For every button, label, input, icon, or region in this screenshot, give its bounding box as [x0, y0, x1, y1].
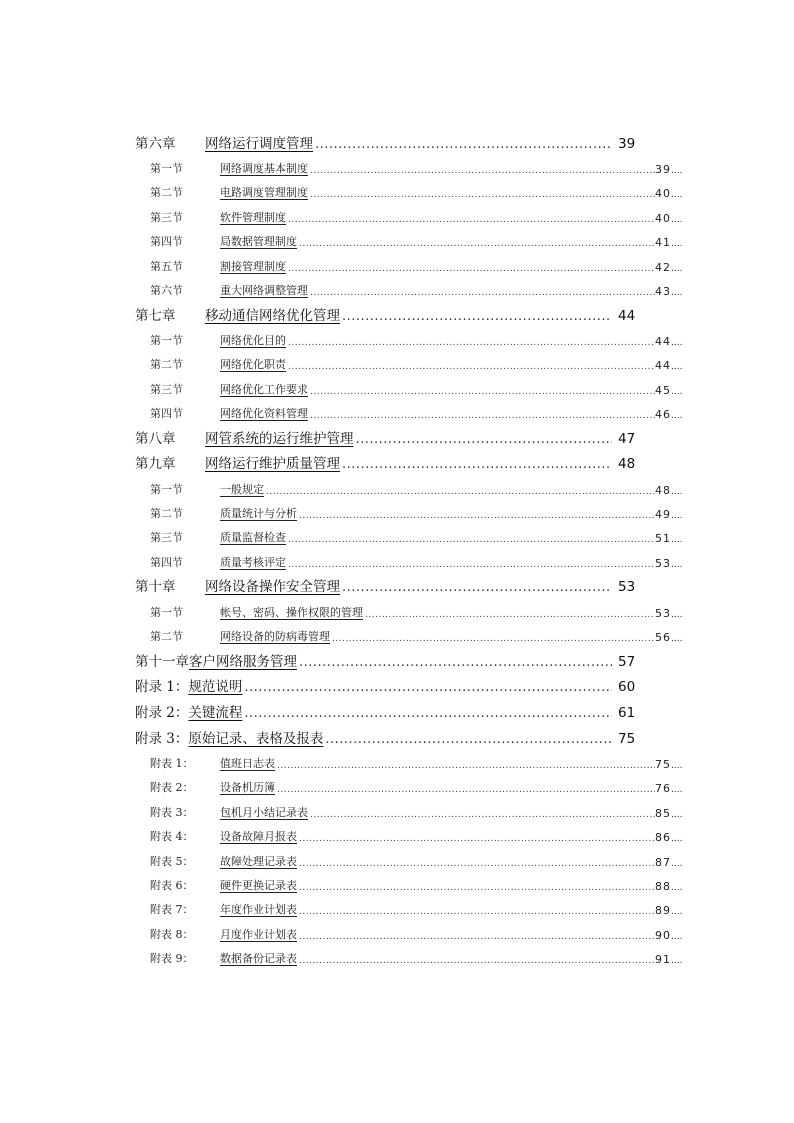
toc-page-number: 90 .... — [655, 929, 690, 944]
toc-entry-title: 质量监督检查 — [220, 531, 286, 545]
toc-section-entry[interactable] — [135, 597, 690, 621]
toc-entry-number: 第四节 — [150, 555, 183, 569]
toc-section-entry[interactable] — [135, 846, 690, 870]
toc-page-number: 53 .... — [655, 557, 690, 572]
toc-page-number: 43 .... — [655, 285, 690, 300]
toc-page-number: 47 — [618, 430, 636, 447]
dot-leader — [288, 535, 655, 547]
toc-section-entry[interactable] — [135, 276, 690, 300]
toc-entry-label[interactable] — [150, 481, 264, 499]
toc-entry-title: 网管系统的运行维护管理 — [205, 430, 354, 447]
toc-entry-number: 附表 6： — [150, 878, 194, 892]
dot-leader — [325, 732, 612, 749]
toc-entry-label[interactable] — [135, 427, 354, 449]
toc-entry-title: 网络设备的防病毒管理 — [220, 630, 330, 644]
toc-entry-number: 附表 8： — [150, 927, 194, 941]
toc-page-number: 49 .... — [655, 508, 690, 523]
toc-section-entry[interactable] — [135, 622, 690, 646]
toc-entry-label[interactable] — [150, 356, 286, 374]
toc-entry-label[interactable] — [135, 575, 340, 597]
dot-leader — [288, 560, 655, 572]
toc-entry-title: 软件管理制度 — [220, 210, 286, 224]
dot-leader — [244, 706, 612, 723]
toc-page-number: 53 .... — [655, 607, 690, 622]
toc-entry-number: 附表 5： — [150, 854, 194, 868]
toc-entry-label[interactable] — [135, 675, 242, 697]
toc-entry-number: 第四节 — [150, 235, 183, 249]
toc-entry-title: 质量统计与分析 — [220, 507, 297, 521]
toc-entry-title: 网络运行调度管理 — [205, 135, 313, 152]
toc-entry-number: 第六节 — [150, 283, 183, 297]
toc-entry-number: 第四节 — [150, 407, 183, 421]
toc-entry-number: 附表 3： — [150, 805, 194, 819]
toc-entry-number: 第十一章 — [135, 653, 189, 670]
toc-entry-number: 附表 4： — [150, 830, 194, 844]
toc-page-number: 57 — [618, 653, 636, 670]
toc-entry-label[interactable] — [150, 604, 363, 622]
toc-entry-title: 规范说明 — [188, 679, 243, 696]
toc-entry-title: 网络设备操作安全管理 — [205, 579, 340, 596]
toc-entry-title: 设备机历簿 — [220, 781, 275, 795]
toc-entry-number: 附表 7： — [150, 903, 194, 917]
dot-leader — [288, 264, 655, 276]
toc-entry-label[interactable] — [150, 529, 286, 547]
dot-leader — [342, 309, 612, 326]
toc-entry-label[interactable] — [135, 304, 340, 326]
toc-page-number: 60 — [618, 679, 636, 696]
toc-section-entry[interactable] — [135, 547, 690, 571]
toc-page-number: 75 — [618, 730, 636, 747]
toc-section-entry[interactable] — [135, 919, 690, 943]
toc-entry-label[interactable] — [150, 258, 286, 276]
toc-chapter-entry[interactable] — [135, 572, 690, 598]
toc-entry-label[interactable] — [150, 160, 308, 178]
toc-entry-number: 第五节 — [150, 259, 183, 273]
toc-entry-label[interactable] — [150, 828, 297, 846]
toc-entry-label[interactable] — [150, 926, 297, 944]
toc-chapter-entry[interactable] — [135, 723, 690, 749]
toc-entry-title: 月度作业计划表 — [220, 927, 297, 941]
toc-page-number: 45 .... — [655, 384, 690, 399]
toc-entry-title: 局数据管理制度 — [220, 235, 297, 249]
toc-page-number: 56 .... — [655, 631, 690, 646]
dot-leader — [299, 907, 655, 919]
dot-leader — [310, 810, 655, 822]
toc-entry-label[interactable] — [150, 804, 308, 822]
toc-section-entry[interactable] — [135, 871, 690, 895]
toc-page-number: 85 .... — [655, 807, 690, 822]
toc-page-number: 44 — [618, 307, 636, 324]
toc-chapter-entry[interactable] — [135, 423, 690, 449]
dot-leader — [310, 387, 655, 399]
toc-entry-label[interactable] — [150, 877, 297, 895]
toc-page-number: 75 .... — [655, 758, 690, 773]
toc-entry-label[interactable] — [150, 950, 297, 968]
toc-entry-label[interactable] — [150, 332, 286, 350]
toc-page-number: 88 .... — [655, 880, 690, 895]
dot-leader — [299, 956, 655, 968]
toc-page-number: 51 .... — [655, 532, 690, 547]
toc-entry-number: 第九章 — [135, 456, 176, 473]
toc-entry-title: 网络调度基本制度 — [220, 161, 308, 175]
toc-entry-title: 关键流程 — [188, 705, 243, 721]
dot-leader — [244, 680, 612, 697]
toc-entry-number: 附表 2： — [150, 781, 194, 795]
toc-chapter-entry[interactable] — [135, 300, 690, 326]
toc-section-entry[interactable] — [135, 474, 690, 498]
toc-entry-number: 第一节 — [150, 482, 183, 496]
toc-section-entry[interactable] — [135, 895, 690, 919]
toc-entry-number: 第二节 — [150, 507, 183, 521]
toc-entry-label[interactable] — [150, 233, 297, 251]
toc-section-entry[interactable] — [135, 523, 690, 547]
toc-entry-number: 第八章 — [135, 430, 176, 447]
toc-entry-label[interactable] — [150, 505, 297, 523]
table-of-contents — [135, 128, 690, 968]
dot-leader — [310, 411, 655, 423]
toc-chapter-entry[interactable] — [135, 128, 690, 154]
toc-section-entry[interactable] — [135, 154, 690, 178]
toc-entry-number: 第二节 — [150, 186, 183, 200]
toc-entry-number: 附表 1： — [150, 756, 194, 770]
toc-entry-title: 一般规定 — [220, 482, 264, 496]
dot-leader — [288, 215, 655, 227]
toc-entry-title: 数据备份记录表 — [220, 952, 297, 966]
toc-page-number: 61 — [618, 705, 636, 721]
toc-entry-number: 第七章 — [135, 307, 176, 324]
toc-entry-title: 原始记录、表格及报表 — [188, 730, 324, 747]
toc-page-number: 87 .... — [655, 856, 690, 871]
toc-entry-title: 包机月小结记录表 — [220, 805, 308, 819]
toc-section-entry[interactable] — [135, 773, 690, 797]
toc-section-entry[interactable] — [135, 251, 690, 275]
toc-entry-number: 第六章 — [135, 135, 176, 152]
toc-entry-label[interactable] — [150, 282, 308, 300]
toc-entry-label[interactable] — [135, 132, 313, 154]
toc-section-entry[interactable] — [135, 374, 690, 398]
toc-entry-title: 质量考核评定 — [220, 555, 286, 569]
toc-section-entry[interactable] — [135, 178, 690, 202]
toc-entry-title: 硬件更换记录表 — [220, 878, 297, 892]
dot-leader — [299, 883, 655, 895]
toc-entry-label[interactable] — [150, 853, 297, 871]
dot-leader — [266, 487, 655, 499]
toc-entry-number: 第三节 — [150, 531, 183, 545]
toc-entry-number: 第十章 — [135, 579, 176, 596]
toc-entry-label[interactable] — [150, 209, 286, 227]
dot-leader — [288, 338, 655, 350]
toc-entry-title: 值班日志表 — [220, 756, 275, 770]
toc-entry-number: 第一节 — [150, 605, 183, 619]
toc-section-entry[interactable] — [135, 350, 690, 374]
toc-section-entry[interactable] — [135, 822, 690, 846]
toc-entry-label[interactable] — [135, 650, 297, 672]
dot-leader — [365, 610, 655, 622]
toc-entry-number: 第一节 — [150, 333, 183, 347]
dot-leader — [299, 655, 612, 672]
toc-entry-label[interactable] — [150, 405, 308, 423]
toc-entry-title: 故障处理记录表 — [220, 854, 297, 868]
toc-page-number: 53 — [618, 579, 636, 596]
dot-leader — [342, 457, 612, 474]
toc-entry-title: 年度作业计划表 — [220, 903, 297, 917]
toc-entry-number: 附录 2： — [135, 705, 189, 721]
toc-chapter-entry[interactable] — [135, 672, 690, 698]
toc-page-number: 40 .... — [655, 187, 690, 202]
toc-page-number: 44 .... — [655, 359, 690, 374]
toc-page-number: 40 .... — [655, 212, 690, 227]
toc-entry-label[interactable] — [150, 628, 330, 646]
toc-entry-number: 附录 1： — [135, 679, 189, 696]
dot-leader — [299, 834, 655, 846]
toc-section-entry[interactable] — [135, 749, 690, 773]
toc-entry-title: 电路调度管理制度 — [220, 186, 308, 200]
toc-section-entry[interactable] — [135, 399, 690, 423]
toc-entry-label[interactable] — [150, 901, 297, 919]
toc-entry-title: 网络优化工作要求 — [220, 382, 308, 396]
toc-entry-label[interactable] — [135, 727, 323, 749]
toc-entry-title: 网络运行维护质量管理 — [205, 456, 340, 473]
toc-entry-title: 移动通信网络优化管理 — [205, 307, 340, 324]
dot-leader — [310, 288, 655, 300]
toc-page-number: 86 .... — [655, 831, 690, 846]
toc-page-number: 39 — [618, 135, 636, 152]
toc-section-entry[interactable] — [135, 326, 690, 350]
dot-leader — [299, 239, 655, 251]
toc-entry-number: 附录 3： — [135, 730, 189, 747]
dot-leader — [310, 166, 655, 178]
toc-chapter-entry[interactable] — [135, 449, 690, 475]
toc-page-number: 48 .... — [655, 484, 690, 499]
toc-page-number: 44 .... — [655, 335, 690, 350]
toc-section-entry[interactable] — [135, 227, 690, 251]
toc-page-number: 76 .... — [655, 782, 690, 797]
toc-entry-title: 客户网络服务管理 — [189, 653, 297, 670]
dot-leader — [299, 932, 655, 944]
toc-entry-title: 网络优化资料管理 — [220, 407, 308, 421]
dot-leader — [342, 580, 612, 597]
toc-entry-title: 帐号、密码、操作权限的管理 — [220, 605, 363, 619]
toc-page-number: 46 .... — [655, 408, 690, 423]
toc-entry-title: 网络优化职责 — [220, 358, 286, 372]
toc-page-number: 41 .... — [655, 236, 690, 251]
toc-entry-title: 网络优化目的 — [220, 333, 286, 347]
toc-page-number: 48 — [618, 456, 636, 473]
dot-leader — [288, 362, 655, 374]
toc-chapter-entry[interactable] — [135, 646, 690, 672]
toc-entry-label[interactable] — [150, 755, 275, 773]
toc-section-entry[interactable] — [135, 499, 690, 523]
toc-entry-label[interactable] — [150, 381, 308, 399]
dot-leader — [310, 190, 655, 202]
toc-chapter-entry[interactable] — [135, 697, 690, 723]
toc-entry-number: 第三节 — [150, 382, 183, 396]
toc-section-entry[interactable] — [135, 797, 690, 821]
toc-entry-label[interactable] — [150, 554, 286, 572]
toc-entry-label[interactable] — [135, 701, 242, 723]
dot-leader — [277, 761, 655, 773]
toc-entry-title: 设备故障月报表 — [220, 830, 297, 844]
dot-leader — [356, 432, 613, 449]
dot-leader — [277, 785, 655, 797]
toc-page-number: 89 .... — [655, 904, 690, 919]
toc-page-number: 39 .... — [655, 163, 690, 178]
toc-page-number: 91 .... — [655, 953, 690, 968]
dot-leader — [299, 511, 655, 523]
toc-entry-number: 第三节 — [150, 210, 183, 224]
toc-entry-title: 重大网络调整管理 — [220, 283, 308, 297]
dot-leader — [315, 137, 612, 154]
toc-section-entry[interactable] — [135, 202, 690, 226]
toc-entry-label[interactable] — [150, 779, 275, 797]
dot-leader — [332, 634, 655, 646]
toc-entry-label[interactable] — [135, 452, 340, 474]
toc-entry-label[interactable] — [150, 184, 308, 202]
toc-entry-number: 第二节 — [150, 630, 183, 644]
toc-page-number: 42 .... — [655, 261, 690, 276]
toc-entry-number: 第二节 — [150, 358, 183, 372]
toc-entry-number: 第一节 — [150, 161, 183, 175]
toc-entry-number: 附表 9： — [150, 952, 194, 966]
toc-section-entry[interactable] — [135, 944, 690, 968]
toc-entry-title: 割接管理制度 — [220, 259, 286, 273]
dot-leader — [299, 859, 655, 871]
